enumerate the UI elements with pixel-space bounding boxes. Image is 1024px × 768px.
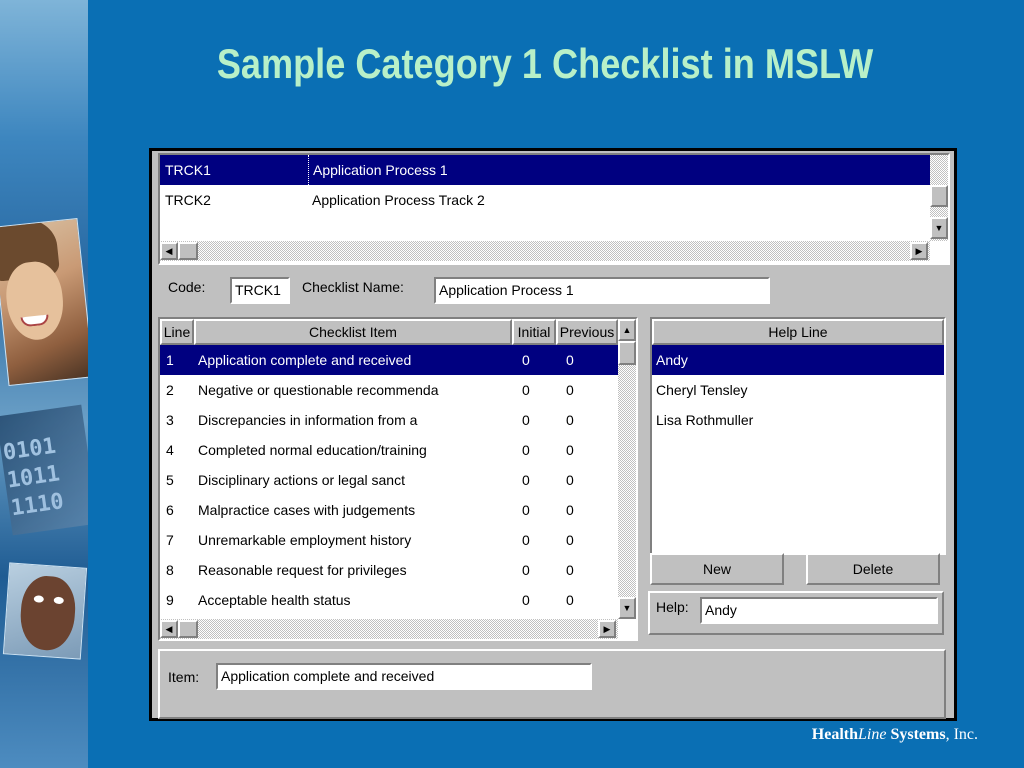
table-row[interactable]: [160, 495, 618, 525]
previous-cell: 0: [566, 382, 574, 398]
item-field[interactable]: Application complete and received: [216, 663, 592, 690]
checklist-item-cell: Application complete and received: [198, 352, 412, 368]
footer-inc: , Inc.: [945, 726, 978, 743]
scroll-thumb[interactable]: [178, 242, 198, 260]
table-row[interactable]: [160, 345, 618, 375]
item-label: Item:: [168, 669, 200, 685]
item-detail-panel: [158, 649, 946, 719]
initial-cell: 0: [522, 562, 530, 578]
scroll-thumb[interactable]: [178, 620, 198, 638]
line-cell: 5: [166, 472, 174, 488]
table-row[interactable]: [160, 525, 618, 555]
code-label: Code:: [168, 279, 206, 295]
checklist-item-cell: Negative or questionable recommenda: [198, 382, 439, 398]
column-header-help-line[interactable]: Help Line: [652, 319, 944, 345]
checklist-name-field[interactable]: Application Process 1: [434, 277, 770, 304]
footer-health: Health: [811, 726, 858, 743]
help-line-list[interactable]: [650, 317, 946, 555]
line-cell: 9: [166, 592, 174, 608]
list-item[interactable]: [652, 375, 944, 405]
initial-cell: 0: [522, 502, 530, 518]
new-button[interactable]: New: [650, 553, 784, 585]
track-name: Application Process 1: [308, 155, 708, 185]
previous-cell: 0: [566, 502, 574, 518]
table-row[interactable]: [160, 375, 618, 405]
man-photo: [3, 562, 87, 659]
initial-cell: 0: [522, 472, 530, 488]
track-row[interactable]: [160, 155, 930, 185]
previous-cell: 0: [566, 412, 574, 428]
help-line-rows: [652, 345, 944, 545]
previous-cell: 0: [566, 472, 574, 488]
triangle-up-icon[interactable]: ▲: [618, 319, 636, 341]
previous-cell: 0: [566, 562, 574, 578]
checklist-vertical-scrollbar[interactable]: [618, 319, 636, 619]
checklist-item-cell: Completed normal education/training: [198, 442, 427, 458]
track-code: TRCK2: [165, 192, 211, 208]
checklist-horizontal-scrollbar[interactable]: [160, 619, 618, 639]
previous-cell: 0: [566, 442, 574, 458]
scroll-thumb[interactable]: [930, 185, 948, 207]
help-field-group: [648, 591, 944, 635]
checklist-item-cell: Acceptable health status: [198, 592, 351, 608]
initial-cell: 0: [522, 412, 530, 428]
table-row[interactable]: [160, 555, 618, 585]
help-line-name: Andy: [656, 352, 688, 368]
track-row[interactable]: [160, 185, 930, 215]
initial-cell: 0: [522, 532, 530, 548]
previous-cell: 0: [566, 532, 574, 548]
tracks-list[interactable]: [158, 153, 950, 265]
triangle-right-icon[interactable]: ▶: [598, 620, 616, 638]
footer-systems: Systems: [890, 726, 946, 743]
checklist-item-cell: Reasonable request for privileges: [198, 562, 407, 578]
line-cell: 1: [166, 352, 174, 368]
code-field[interactable]: TRCK1: [230, 277, 290, 304]
previous-cell: 0: [566, 352, 574, 368]
column-header-checklist-item[interactable]: Checklist Item: [194, 319, 512, 345]
column-header-previous[interactable]: Previous: [556, 319, 618, 345]
line-cell: 3: [166, 412, 174, 428]
table-row[interactable]: [160, 465, 618, 495]
woman-photo: [0, 218, 88, 386]
triangle-left-icon[interactable]: ◀: [160, 242, 178, 260]
help-field[interactable]: Andy: [700, 597, 938, 624]
scroll-thumb[interactable]: [618, 341, 636, 365]
track-code: TRCK1: [165, 162, 211, 178]
binary-code-image: 0101 1011 1110: [0, 405, 88, 536]
table-row[interactable]: [160, 435, 618, 465]
checklist-item-cell: Unremarkable employment history: [198, 532, 412, 548]
previous-cell: 0: [566, 592, 574, 608]
initial-cell: 0: [522, 382, 530, 398]
checklist-dialog: [149, 148, 957, 721]
footer-line: Line: [858, 726, 887, 743]
initial-cell: 0: [522, 352, 530, 368]
help-line-name: Lisa Rothmuller: [656, 412, 754, 428]
slide-title: Sample Category 1 Checklist in MSLW: [216, 40, 874, 87]
checklist-item-cell: Discrepancies in information from a: [198, 412, 418, 428]
checklist-rows: [160, 345, 618, 621]
checklist-grid[interactable]: [158, 317, 638, 641]
tracks-horizontal-scrollbar[interactable]: [160, 241, 930, 261]
initial-cell: 0: [522, 442, 530, 458]
triangle-left-icon[interactable]: ◀: [160, 620, 178, 638]
track-name: Application Process Track 2: [312, 192, 485, 208]
company-footer: [812, 726, 978, 744]
initial-cell: 0: [522, 592, 530, 608]
triangle-down-icon[interactable]: ▼: [618, 597, 636, 619]
line-cell: 7: [166, 532, 174, 548]
delete-button[interactable]: Delete: [806, 553, 940, 585]
line-cell: 8: [166, 562, 174, 578]
triangle-down-icon[interactable]: ▼: [930, 217, 948, 239]
checklist-item-cell: Malpractice cases with judgements: [198, 502, 416, 518]
help-line-name: Cheryl Tensley: [656, 382, 748, 398]
list-item[interactable]: [652, 345, 944, 375]
table-row[interactable]: [160, 585, 618, 615]
help-label: Help:: [656, 599, 689, 615]
triangle-right-icon[interactable]: ▶: [910, 242, 928, 260]
line-cell: 6: [166, 502, 174, 518]
table-row[interactable]: [160, 405, 618, 435]
checklist-name-label: Checklist Name:: [302, 279, 404, 295]
checklist-item-cell: Disciplinary actions or legal sanct: [198, 472, 405, 488]
decorative-photo-strip: [0, 0, 88, 768]
list-item[interactable]: [652, 405, 944, 435]
line-cell: 4: [166, 442, 174, 458]
column-header-line[interactable]: Line: [160, 319, 194, 345]
column-header-initial[interactable]: Initial: [512, 319, 556, 345]
line-cell: 2: [166, 382, 174, 398]
tracks-vertical-scrollbar[interactable]: [930, 155, 948, 241]
